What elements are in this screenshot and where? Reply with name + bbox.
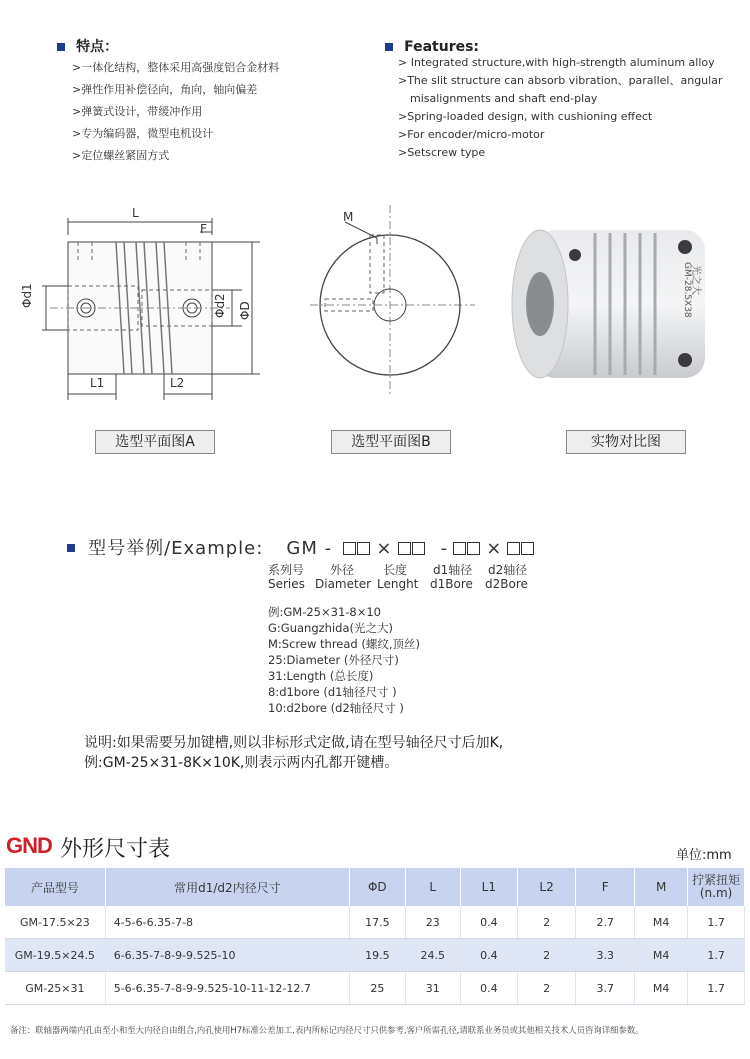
label-d1: Φd1 [20, 283, 34, 308]
example-prefix: GM - [286, 538, 333, 559]
table-cell: 25 [350, 972, 405, 1005]
label-d2-cn: d2轴径 [488, 563, 528, 577]
code-box [343, 539, 371, 558]
features-cn-title: 特点： [76, 39, 119, 55]
list-item: >The slit structure can absorb vibration、parallel、angular [398, 74, 723, 87]
table-cell: 5-6-6.35-7-8-9-9.525-10-11-12-12.7 [105, 972, 349, 1005]
table-cell: GM-25×31 [5, 972, 105, 1005]
label-diameter-en: Diameter [315, 577, 372, 591]
list-item: >For encoder/micro-motor [398, 128, 545, 141]
dash-sign: - [440, 538, 449, 559]
table-cell: GM-19.5×24.5 [5, 939, 105, 972]
list-item: >Spring-loaded design, with cushioning effect [398, 110, 653, 123]
example-header [67, 534, 535, 560]
note-line-1: 说明:如果需要另加键槽,则以非标形式定做,请在型号轴径尺寸后加K, [84, 735, 504, 751]
list-item: >一体化结构，整体采用高强度铝合金材料 [72, 61, 280, 74]
label-diameter-cn: 外径 [330, 563, 355, 577]
col-header: L1 [460, 868, 517, 906]
features-en-title: Features: [404, 39, 480, 55]
list-item: 8:d1bore (d1轴径尺寸 ) [268, 685, 397, 699]
photo-engraving-2: GM-28.5X38 [682, 262, 692, 318]
note-line-2: 例:GM-25×31-8K×10K,则表示两内孔都开键槽。 [84, 755, 399, 771]
times-sign: × [486, 538, 503, 559]
table-cell: M4 [635, 939, 688, 972]
label-length-en: Lenght [377, 577, 419, 591]
features-en [385, 36, 479, 55]
note [84, 733, 503, 773]
footnote: 备注：联轴器两端内孔由至小和至大内径自由组合,内孔使用H7标准公差加工,表内所标记内径尺寸只供参考,客户所需孔径,请联系业务员或其他相关技术人员咨询详细参数。 [10, 1025, 644, 1035]
coupling-photo [505, 225, 725, 385]
col-header: M [635, 868, 688, 906]
example-title: 型号举例/Example: [88, 538, 264, 559]
label-l: L [132, 206, 139, 220]
table-cell: 1.7 [688, 972, 745, 1005]
list-item: 25:Diameter (外径尺寸) [268, 653, 399, 667]
list-item: G:Guangzhida(光之大) [268, 621, 393, 635]
drawing-a [20, 200, 265, 410]
table-cell: 1.7 [688, 906, 745, 939]
label-d2-en: d2Bore [485, 577, 528, 591]
table-row [5, 906, 745, 939]
col-header: ΦD [350, 868, 405, 906]
label-l2: L2 [170, 376, 185, 390]
features-en-list [398, 54, 722, 162]
table-header-row [5, 868, 745, 906]
caption-drawing-a: 选型平面图A [95, 430, 215, 454]
table-cell: 31 [405, 972, 460, 1005]
table-cell: 2 [517, 972, 576, 1005]
caption-drawing-b: 选型平面图B [331, 430, 451, 454]
table-cell: 19.5 [350, 939, 405, 972]
table-cell: 6-6.35-7-8-9-9.525-10 [105, 939, 349, 972]
label-m: M [343, 210, 354, 224]
code-box [453, 539, 481, 558]
list-item: M:Screw thread (螺纹,顶丝) [268, 637, 421, 651]
label-l1: L1 [90, 376, 105, 390]
label-series-cn: 系列号 [268, 563, 305, 577]
list-item: > Integrated structure,with high-strength aluminum alloy [398, 56, 715, 69]
unit-label: 单位:mm [676, 848, 732, 863]
table-cell: 4-5-6-6.35-7-8 [105, 906, 349, 939]
table-cell: GM-17.5×23 [5, 906, 105, 939]
features-cn-list [72, 57, 279, 167]
brand-logo: GND [6, 833, 52, 858]
table-cell: 3.7 [576, 972, 635, 1005]
list-item: 31:Length (总长度) [268, 669, 374, 683]
table-cell: 23 [405, 906, 460, 939]
table-cell: 2 [517, 939, 576, 972]
label-d2: Φd2 [213, 293, 227, 318]
col-header: 拧紧扭矩 (n.m) [688, 868, 745, 906]
label-d1-cn: d1轴径 [433, 563, 473, 577]
drawing-b [305, 200, 485, 400]
list-item: >专为编码器，微型电机设计 [72, 127, 214, 140]
table-cell: 3.3 [576, 939, 635, 972]
table-cell: 2.7 [576, 906, 635, 939]
col-header: F [576, 868, 635, 906]
label-series-en: Series [268, 577, 305, 591]
code-box [398, 539, 426, 558]
col-header: L2 [517, 868, 576, 906]
spec-table [5, 868, 745, 1005]
list-item: 例:GM-25×31-8×10 [268, 605, 381, 619]
table-row [5, 939, 745, 972]
table-cell: 2 [517, 906, 576, 939]
list-item: >弹簧式设计，带缓冲作用 [72, 105, 203, 118]
photo-engraving-1: 光之大 [690, 265, 701, 295]
label-f: F [200, 222, 207, 236]
table-cell: 0.4 [460, 906, 517, 939]
code-box [507, 539, 535, 558]
bullet-icon [67, 544, 75, 552]
col-header: 产品型号 [5, 868, 105, 906]
table-row [5, 972, 745, 1005]
table-cell: 0.4 [460, 972, 517, 1005]
table-cell: 17.5 [350, 906, 405, 939]
bullet-icon [57, 43, 65, 51]
spec-title: 外形尺寸表 [60, 837, 171, 862]
label-length-cn: 长度 [383, 563, 408, 577]
label-dd: ΦD [238, 301, 252, 320]
list-item: >Setscrew type [398, 146, 486, 159]
list-item: >定位螺丝紧固方式 [72, 149, 170, 162]
table-cell: 1.7 [688, 939, 745, 972]
col-header: 常用d1/d2内径尺寸 [105, 868, 349, 906]
list-item: >弹性作用补偿径向，角向，轴向偏差 [72, 83, 258, 96]
table-cell: M4 [635, 972, 688, 1005]
bullet-icon [385, 43, 393, 51]
list-item: 10:d2bore (d2轴径尺寸 ) [268, 701, 404, 715]
caption-photo: 实物对比图 [566, 430, 686, 454]
example-lines [268, 604, 420, 716]
times-sign: × [376, 538, 393, 559]
table-cell: M4 [635, 906, 688, 939]
table-cell: 24.5 [405, 939, 460, 972]
features-cn [57, 36, 118, 56]
table-cell: 0.4 [460, 939, 517, 972]
list-item: misalignments and shaft end-play [410, 92, 598, 105]
col-header: L [405, 868, 460, 906]
label-d1-en: d1Bore [430, 577, 473, 591]
